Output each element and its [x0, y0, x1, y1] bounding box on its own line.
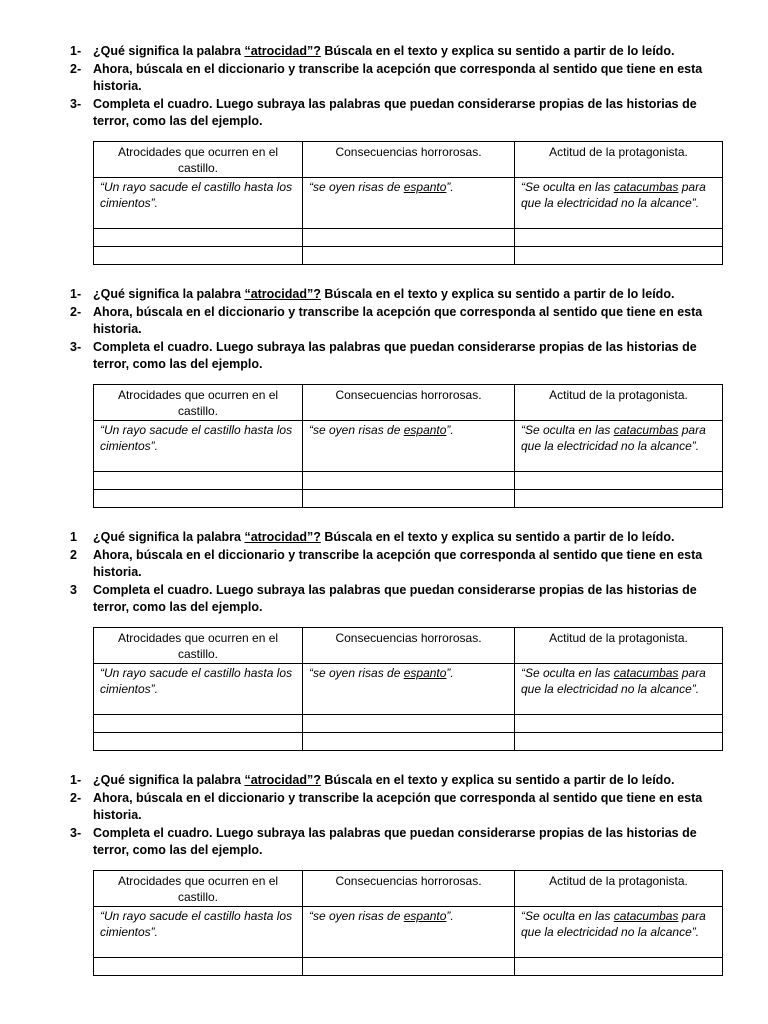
question-number: 1-	[70, 44, 82, 58]
exercise-table	[93, 870, 723, 976]
example-consecuencia: “se oyen risas de espanto”.	[303, 421, 515, 472]
question-number: 3-	[70, 339, 82, 354]
example-actitud: “Se oculta en las catacumbas para que la electricidad no la alcance”.	[515, 664, 723, 715]
question-3	[70, 825, 730, 860]
question-3	[70, 582, 730, 617]
question-2	[70, 304, 730, 339]
question-number: 2-	[70, 304, 82, 319]
question-1	[70, 43, 730, 61]
question-text: Búscala en el texto y explica su sentido a partir de lo leído.	[320, 287, 675, 301]
blank-row	[94, 958, 723, 976]
question-text: Completa el cuadro. Luego subraya las palabras que puedan considerarse propias de las historias de terror, como las del ejemplo.	[93, 825, 697, 857]
question-text: Completa el cuadro. Luego subraya las palabras que puedan considerarse propias de las historias de terror, como las del ejemplo.	[93, 582, 697, 614]
blank-row	[94, 715, 723, 733]
blank-cell[interactable]	[515, 490, 723, 508]
header-atrocidades: Atrocidades que ocurren en el castillo.	[94, 628, 303, 664]
example-atrocidad: “Un rayo sacude el castillo hasta los cimientos”.	[94, 421, 303, 472]
question-text: ¿Qué significa la palabra	[93, 773, 245, 787]
question-text: Ahora, búscala en el diccionario y transcribe la acepción que corresponda al sentido que tiene en esta historia.	[93, 304, 703, 336]
blank-row	[94, 247, 723, 265]
blank-cell[interactable]	[94, 490, 303, 508]
question-number: 3-	[70, 96, 82, 111]
header-atrocidades: Atrocidades que ocurren en el castillo.	[94, 385, 303, 421]
blank-cell[interactable]	[94, 715, 303, 733]
blank-row	[94, 733, 723, 751]
blank-cell[interactable]	[303, 229, 515, 247]
blank-cell[interactable]	[303, 715, 515, 733]
blank-row	[94, 490, 723, 508]
example-atrocidad: “Un rayo sacude el castillo hasta los cimientos”.	[94, 178, 303, 229]
blank-cell[interactable]	[515, 715, 723, 733]
exercise-table	[93, 627, 723, 751]
blank-cell[interactable]	[303, 247, 515, 265]
blank-cell[interactable]	[94, 958, 303, 976]
question-text: Ahora, búscala en el diccionario y transcribe la acepción que corresponda al sentido que tiene en esta historia.	[93, 790, 703, 822]
question-text: Búscala en el texto y explica su sentido a partir de lo leído.	[320, 44, 675, 58]
header-actitud: Actitud de la protagonista.	[515, 385, 723, 421]
blank-cell[interactable]	[94, 733, 303, 751]
table-header-row	[94, 385, 723, 421]
question-1	[70, 529, 730, 547]
question-text: Ahora, búscala en el diccionario y transcribe la acepción que corresponda al sentido que tiene en esta historia.	[93, 547, 703, 579]
question-2	[70, 790, 730, 825]
question-2	[70, 61, 730, 96]
header-atrocidades: Atrocidades que ocurren en el castillo.	[94, 142, 303, 178]
header-consecuencias: Consecuencias horrorosas.	[303, 628, 515, 664]
header-consecuencias: Consecuencias horrorosas.	[303, 871, 515, 907]
blank-cell[interactable]	[515, 733, 723, 751]
question-2	[70, 547, 730, 582]
header-consecuencias: Consecuencias horrorosas.	[303, 385, 515, 421]
example-actitud: “Se oculta en las catacumbas para que la electricidad no la alcance”.	[515, 178, 723, 229]
blank-cell[interactable]	[515, 247, 723, 265]
question-3	[70, 96, 730, 131]
question-text: Búscala en el texto y explica su sentido a partir de lo leído.	[320, 530, 675, 544]
header-consecuencias: Consecuencias horrorosas.	[303, 142, 515, 178]
question-number: 2	[70, 547, 77, 562]
blank-cell[interactable]	[303, 958, 515, 976]
question-number: 3	[70, 582, 77, 597]
blank-cell[interactable]	[515, 472, 723, 490]
example-row	[94, 178, 723, 229]
example-row	[94, 421, 723, 472]
header-actitud: Actitud de la protagonista.	[515, 142, 723, 178]
table-header-row	[94, 142, 723, 178]
keyword: “atrocidad”?	[244, 44, 321, 58]
keyword: “atrocidad”?	[244, 773, 321, 787]
question-text: Completa el cuadro. Luego subraya las palabras que puedan considerarse propias de las historias de terror, como las del ejemplo.	[93, 339, 697, 371]
question-number: 1	[70, 530, 77, 544]
question-number: 2-	[70, 61, 82, 76]
question-text: ¿Qué significa la palabra	[93, 287, 245, 301]
example-actitud: “Se oculta en las catacumbas para que la electricidad no la alcance”.	[515, 907, 723, 958]
question-number: 1-	[70, 773, 82, 787]
exercise-section-4	[70, 772, 730, 939]
header-actitud: Actitud de la protagonista.	[515, 871, 723, 907]
question-number: 2-	[70, 790, 82, 805]
blank-row	[94, 229, 723, 247]
question-text: Búscala en el texto y explica su sentido a partir de lo leído.	[320, 773, 675, 787]
example-consecuencia: “se oyen risas de espanto”.	[303, 907, 515, 958]
question-text: ¿Qué significa la palabra	[93, 44, 245, 58]
table-header-row	[94, 628, 723, 664]
question-text: ¿Qué significa la palabra	[93, 530, 245, 544]
exercise-section-3	[70, 529, 730, 696]
header-atrocidades: Atrocidades que ocurren en el castillo.	[94, 871, 303, 907]
blank-cell[interactable]	[303, 490, 515, 508]
exercise-section-2	[70, 286, 730, 453]
exercise-section-1	[70, 43, 730, 210]
table-header-row	[94, 871, 723, 907]
keyword: “atrocidad”?	[244, 530, 321, 544]
example-consecuencia: “se oyen risas de espanto”.	[303, 178, 515, 229]
example-row	[94, 664, 723, 715]
example-consecuencia: “se oyen risas de espanto”.	[303, 664, 515, 715]
example-atrocidad: “Un rayo sacude el castillo hasta los cimientos”.	[94, 664, 303, 715]
example-row	[94, 907, 723, 958]
question-1	[70, 286, 730, 304]
blank-row	[94, 472, 723, 490]
blank-cell[interactable]	[515, 229, 723, 247]
blank-cell[interactable]	[515, 958, 723, 976]
question-number: 1-	[70, 287, 82, 301]
blank-cell[interactable]	[94, 247, 303, 265]
blank-cell[interactable]	[303, 472, 515, 490]
blank-cell[interactable]	[94, 472, 303, 490]
example-actitud: “Se oculta en las catacumbas para que la electricidad no la alcance”.	[515, 421, 723, 472]
keyword: “atrocidad”?	[244, 287, 321, 301]
question-3	[70, 339, 730, 374]
header-actitud: Actitud de la protagonista.	[515, 628, 723, 664]
question-1	[70, 772, 730, 790]
exercise-table	[93, 141, 723, 265]
question-text: Completa el cuadro. Luego subraya las palabras que puedan considerarse propias de las historias de terror, como las del ejemplo.	[93, 96, 697, 128]
blank-cell[interactable]	[303, 733, 515, 751]
question-number: 3-	[70, 825, 82, 840]
exercise-table	[93, 384, 723, 508]
blank-cell[interactable]	[94, 229, 303, 247]
question-text: Ahora, búscala en el diccionario y transcribe la acepción que corresponda al sentido que tiene en esta historia.	[93, 61, 703, 93]
example-atrocidad: “Un rayo sacude el castillo hasta los cimientos”.	[94, 907, 303, 958]
